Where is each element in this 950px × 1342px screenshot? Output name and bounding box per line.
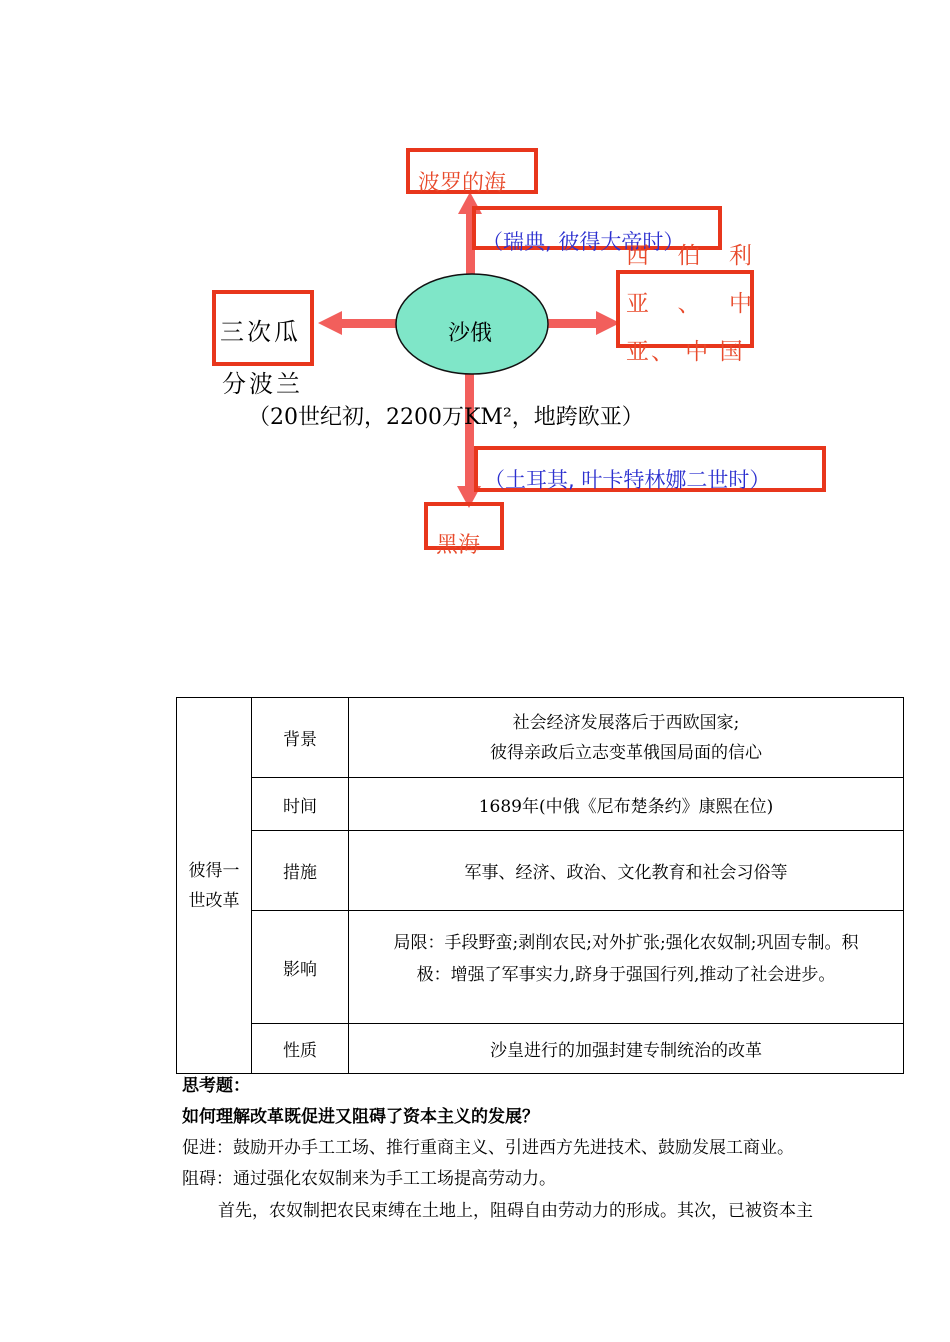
north-note: （瑞典, 彼得大帝时） <box>482 230 685 254</box>
question-text: 如何理解改革既促进又阻碍了资本主义的发展？ <box>182 1107 539 1127</box>
body-paragraph: 首先，农奴制把农民束缚在土地上，阻碍自由劳动力的形成。其次，已被资本主 <box>218 1201 813 1221</box>
table-row <box>177 1024 904 1074</box>
hinder-text: 阻碍：通过强化农奴制来为手工工场提高劳动力。 <box>182 1169 556 1189</box>
row-content-line: 社会经济发展落后于西欧国家; <box>512 712 740 733</box>
south-note: （土耳其, 叶卡特林娜二世时） <box>484 468 771 492</box>
table-lead-cell: 彼得一世改革 <box>177 698 252 1074</box>
row-label: 背景 <box>252 698 349 778</box>
east-region-label: 西 伯 利 亚、中 亚、 中 国 <box>626 243 754 365</box>
table-row <box>177 831 904 911</box>
territory-note: （20世纪初，2200万KM²，地跨欧亚） <box>248 405 644 430</box>
reform-table <box>176 697 904 1074</box>
arrow-south-shaft <box>465 372 474 490</box>
row-label: 时间 <box>252 778 349 831</box>
arrow-west-shaft <box>340 319 398 328</box>
west-label-line1: 三次瓜 <box>220 318 301 346</box>
row-content-line: 局限：手段野蛮;剥削农民;对外扩张;强化农奴制;巩固专制。积 <box>393 933 859 953</box>
north-sea-label: 波罗的海 <box>418 171 507 196</box>
west-label-line2: 分波兰 <box>222 370 303 398</box>
promote-text: 促进：鼓励开办手工工场、推行重商主义、引进西方先进技术、鼓励发展工商业。 <box>182 1138 794 1158</box>
think-title: 思考题： <box>182 1076 250 1096</box>
arrow-east-shaft <box>546 319 600 328</box>
row-label: 措施 <box>252 831 349 911</box>
arrow-west-head <box>318 311 342 335</box>
row-content-line: 极：增强了军事实力,跻身于强国行列,推动了社会进步。 <box>416 965 836 985</box>
table-row <box>177 911 904 1024</box>
row-content: 军事、经济、政治、文化教育和社会习俗等 <box>349 831 904 911</box>
table-row <box>177 778 904 831</box>
row-label: 影响 <box>252 911 349 1024</box>
row-label: 性质 <box>252 1024 349 1074</box>
center-label: 沙俄 <box>448 321 493 346</box>
table-row <box>177 698 904 778</box>
row-content <box>349 911 904 1024</box>
row-content-line: 彼得亲政后立志变革俄国局面的信心 <box>490 742 762 763</box>
row-content: 1689年(中俄《尼布楚条约》康熙在位) <box>349 778 904 831</box>
row-content <box>349 698 904 778</box>
row-content: 沙皇进行的加强封建专制统治的改革 <box>349 1024 904 1074</box>
south-sea-label: 黑海 <box>436 533 481 558</box>
